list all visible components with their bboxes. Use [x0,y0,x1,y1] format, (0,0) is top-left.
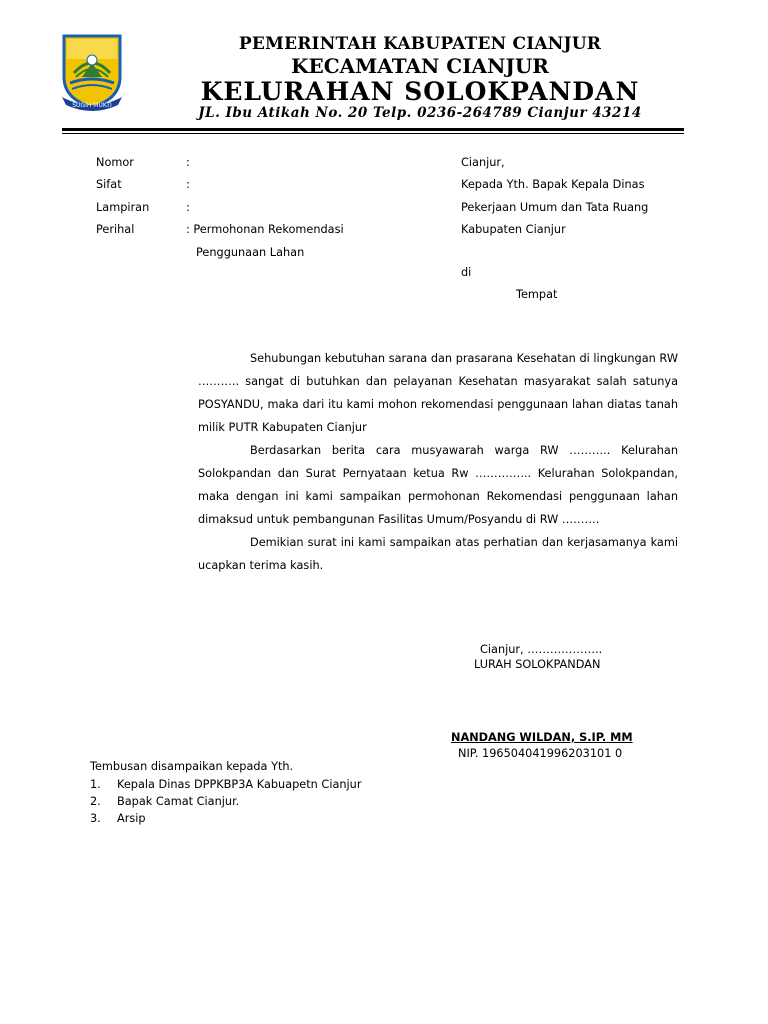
cc-item-text: Arsip [117,812,146,825]
cc-item [90,776,361,793]
letterhead-village: KELURAHAN SOLOKPANDAN [200,77,640,106]
recipient-line1: Kepada Yth. Bapak Kepala Dinas [461,178,645,191]
kabupaten-cianjur-logo-icon [60,33,124,113]
perihal-value: : Permohonan Rekomendasi [186,223,344,236]
cc-item-number: 1. [90,778,101,791]
signature-title: LURAH SOLOKPANDAN [474,658,601,671]
signatory-name: NANDANG WILDAN, S.IP. MM [451,731,633,744]
body-paragraph-3: Demikian surat ini kami sampaikan atas perhatian dan kerjasamanya kami ucapkan terima kasih. [198,536,678,572]
lampiran-label: Lampiran [96,201,150,214]
recipient-line2: Pekerjaan Umum dan Tata Ruang [461,201,649,214]
letterhead-address: JL. Ibu Atikah No. 20 Telp. 0236-264789 Cianjur 43214 [198,105,642,121]
cc-item [90,793,361,810]
cc-item [90,810,361,827]
perihal-label: Perihal [96,223,135,236]
cc-item-number: 3. [90,812,101,825]
nomor-colon: : [186,156,190,169]
letterhead-rule-thin [62,133,684,134]
cc-item-text: Kepala Dinas DPPKBP3A Kabuapetn Cianjur [117,778,362,791]
recipient-place: Cianjur, [461,156,505,169]
cc-item-number: 2. [90,795,101,808]
letterhead-district: KECAMATAN CIANJUR [291,54,549,78]
signatory-nip: NIP. 196504041996203101 0 [458,747,623,760]
body-paragraph-1: Sehubungan kebutuhan sarana dan prasarana Kesehatan di lingkungan RW ……….. sangat di butuhkan dan pelayanan Kesehatan masyarakat salah satunya POSYANDU, maka dari itu kami mohon rekomendasi penggunaan lahan diatas tanah milik PUTR Kabupaten Cianjur [198,352,678,434]
recipient-di: di [461,266,472,279]
lampiran-colon: : [186,201,190,214]
sifat-label: Sifat [96,178,122,191]
logo-motto: SUGIH MUKTI [72,102,112,109]
letterhead-rule-thick [62,128,684,131]
recipient-tempat: Tempat [516,288,558,301]
nomor-label: Nomor [96,156,134,169]
sifat-colon: : [186,178,190,191]
letter-body [198,347,678,577]
cc-item-text: Bapak Camat Cianjur. [117,795,240,808]
recipient-line3: Kabupaten Cianjur [461,223,566,236]
cc-heading: Tembusan disampaikan kepada Yth. [90,760,294,773]
letterhead-government: PEMERINTAH KABUPATEN CIANJUR [238,34,602,54]
perihal-value-cont: Penggunaan Lahan [196,246,305,259]
signature-place-date: Cianjur, ……………….. [480,643,603,656]
cc-list [90,776,361,827]
body-paragraph-2: Berdasarkan berita cara musyawarah warga RW ……….. Kelurahan Solokpandan dan Surat Pernyataan ketua Rw …………... Kelurahan Solokpandan, maka dengan ini kami sampaikan permohonan Rekomendasi penggunaan lahan dimaksud untuk pembangunan Fasilitas Umum/Posyandu di RW ………. [198,444,678,526]
